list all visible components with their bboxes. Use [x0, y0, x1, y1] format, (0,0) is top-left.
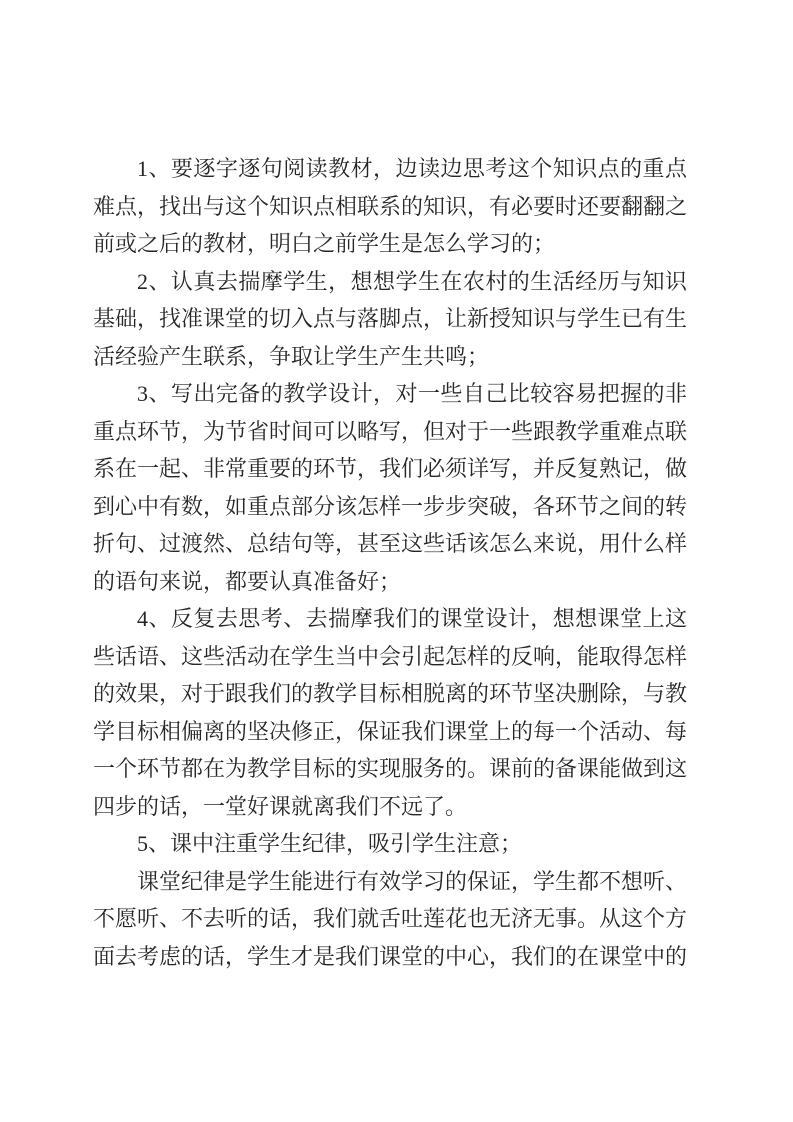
document-body — [93, 150, 687, 975]
paragraph: 2、认真去揣摩学生，想想学生在农村的生活经历与知识基础，找准课堂的切入点与落脚点，让新授知识与学生已有生活经验产生联系，争取让学生产生共鸣； — [93, 268, 688, 369]
paragraph: 1、要逐字逐句阅读教材，边读边思考这个知识点的重点难点，找出与这个知识点相联系的知识，有必要时还要翻翻之前或之后的教材，明白之前学生是怎么学习的； — [93, 156, 688, 256]
paragraph: 5、课中注重学生纪律，吸引学生注意； — [137, 831, 523, 856]
paragraph: 3、写出完备的教学设计，对一些自己比较容易把握的非重点环节，为节省时间可以略写，但对于一些跟教学重难点联系在一起、非常重要的环节，我们必须详写，并反复熟记，做到心中有数，如重点部分该怎样一步步突破，各环节之间的转折句、过渡然、总结句等，甚至这些话该怎么来说，用什么样的语句来说，都要认真准备好； — [93, 381, 688, 594]
paragraph: 课堂纪律是学生能进行有效学习的保证，学生都不想听、不愿听、不去听的话，我们就舌吐莲花也无济无事。从这个方面去考虑的话，学生才是我们课堂的中心，我们的在课堂中的 — [93, 868, 688, 969]
paragraph: 4、反复去思考、去揣摩我们的课堂设计，想想课堂上这些话语、这些活动在学生当中会引起怎样的反响，能取得怎样的效果，对于跟我们的教学目标相脱离的环节坚决删除，与教学目标相偏离的坚决修正，保证我们课堂上的每一个活动、每一个环节都在为教学目标的实现服务的。课前的备课能做到这四步的话，一堂好课就离我们不远了。 — [93, 606, 688, 819]
